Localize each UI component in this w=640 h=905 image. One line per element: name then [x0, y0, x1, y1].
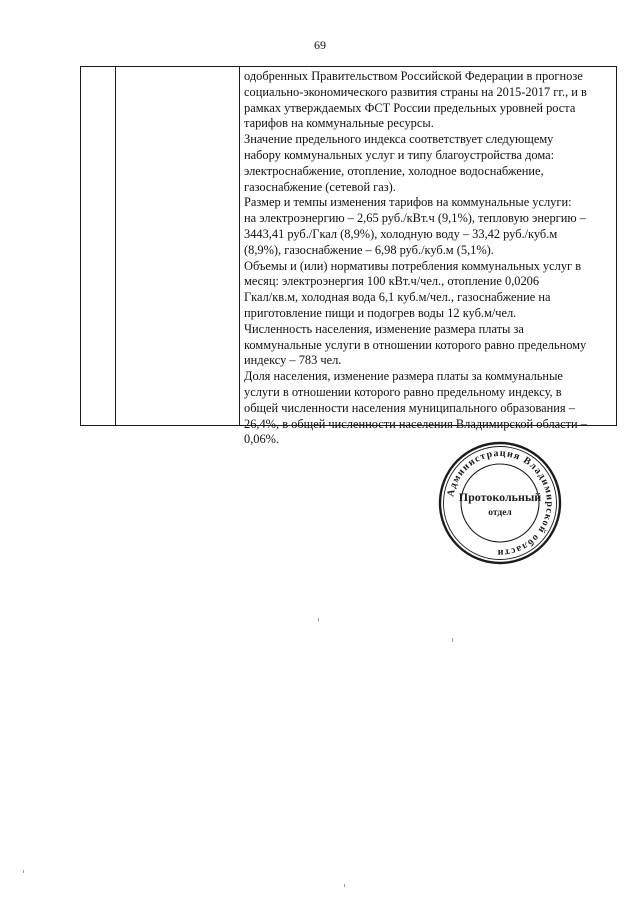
text-line: Гкал/кв.м, холодная вода 6,1 куб.м/чел., газоснабжение на: [244, 290, 551, 305]
text-line: услуги в отношении которого равно предельному индексу, в: [244, 384, 562, 399]
scan-speck: [318, 618, 319, 621]
text-line: одобренных Правительством Российской Федерации в прогнозе: [244, 69, 583, 83]
text-line: 26,4%, в общей численности населения Владимирской области –: [244, 416, 587, 431]
text-line: социально-экономического развития страны на 2015-2017 гг., и в: [244, 84, 587, 99]
document-table: [80, 66, 617, 447]
text-line: 3443,41 руб./Гкал (8,9%), холодную воду – 33,42 руб./куб.м: [244, 226, 558, 241]
text-line: газоснабжение (сетевой газ).: [244, 179, 396, 194]
text-line: индексу – 783 чел.: [244, 353, 342, 368]
text-line: (8,9%), газоснабжение – 6,98 руб./куб.м (5,1%).: [244, 242, 494, 257]
text-line: электроснабжение, отопление, холодное водоснабжение,: [244, 163, 544, 178]
official-stamp: [437, 440, 563, 566]
text-line: Значение предельного индекса соответствует следующему: [244, 132, 554, 147]
text-line: Численность населения, изменение размера платы за: [244, 321, 524, 336]
text-line: рамках утверждаемых ФСТ России предельных уровней роста: [244, 100, 576, 115]
scan-speck: [344, 884, 345, 887]
text-line: Размер и темпы изменения тарифов на коммунальные услуги:: [244, 195, 572, 210]
text-line: тарифов на коммунальные ресурсы.: [244, 116, 434, 131]
text-line: набору коммунальных услуг и типу благоустройства дома:: [244, 147, 555, 162]
stamp-center-line-2: отдел: [488, 508, 512, 518]
stamp-center-line-1: Протокольный: [458, 490, 542, 504]
text-line: 0,06%.: [244, 432, 280, 447]
page-number: 69: [314, 38, 326, 52]
table-content-cell: [244, 69, 614, 448]
text-line: Доля населения, изменение размера платы за коммунальные: [244, 369, 563, 384]
table-column-divider-1: [115, 67, 116, 425]
text-line: на электроэнергию – 2,65 руб./кВт.ч (9,1%), тепловую энергию –: [244, 211, 586, 226]
text-line: Объемы и (или) нормативы потребления коммунальных услуг в: [244, 258, 582, 273]
stamp-seal-icon: [437, 440, 563, 566]
text-line: приготовление пищи и подогрев воды 12 куб.м/чел.: [244, 305, 517, 320]
scan-speck: [452, 638, 453, 642]
stamp-ring-text: Администрация Владимирской области: [445, 447, 556, 559]
text-line: месяц: электроэнергия 100 кВт.ч/чел., отопление 0,0206: [244, 274, 540, 289]
table-column-divider-2: [239, 67, 240, 425]
scan-speck: [23, 870, 24, 873]
text-line: коммунальные услуги в отношении которого равно предельному: [244, 337, 587, 352]
text-line: общей численности населения муниципального образования –: [244, 400, 575, 415]
